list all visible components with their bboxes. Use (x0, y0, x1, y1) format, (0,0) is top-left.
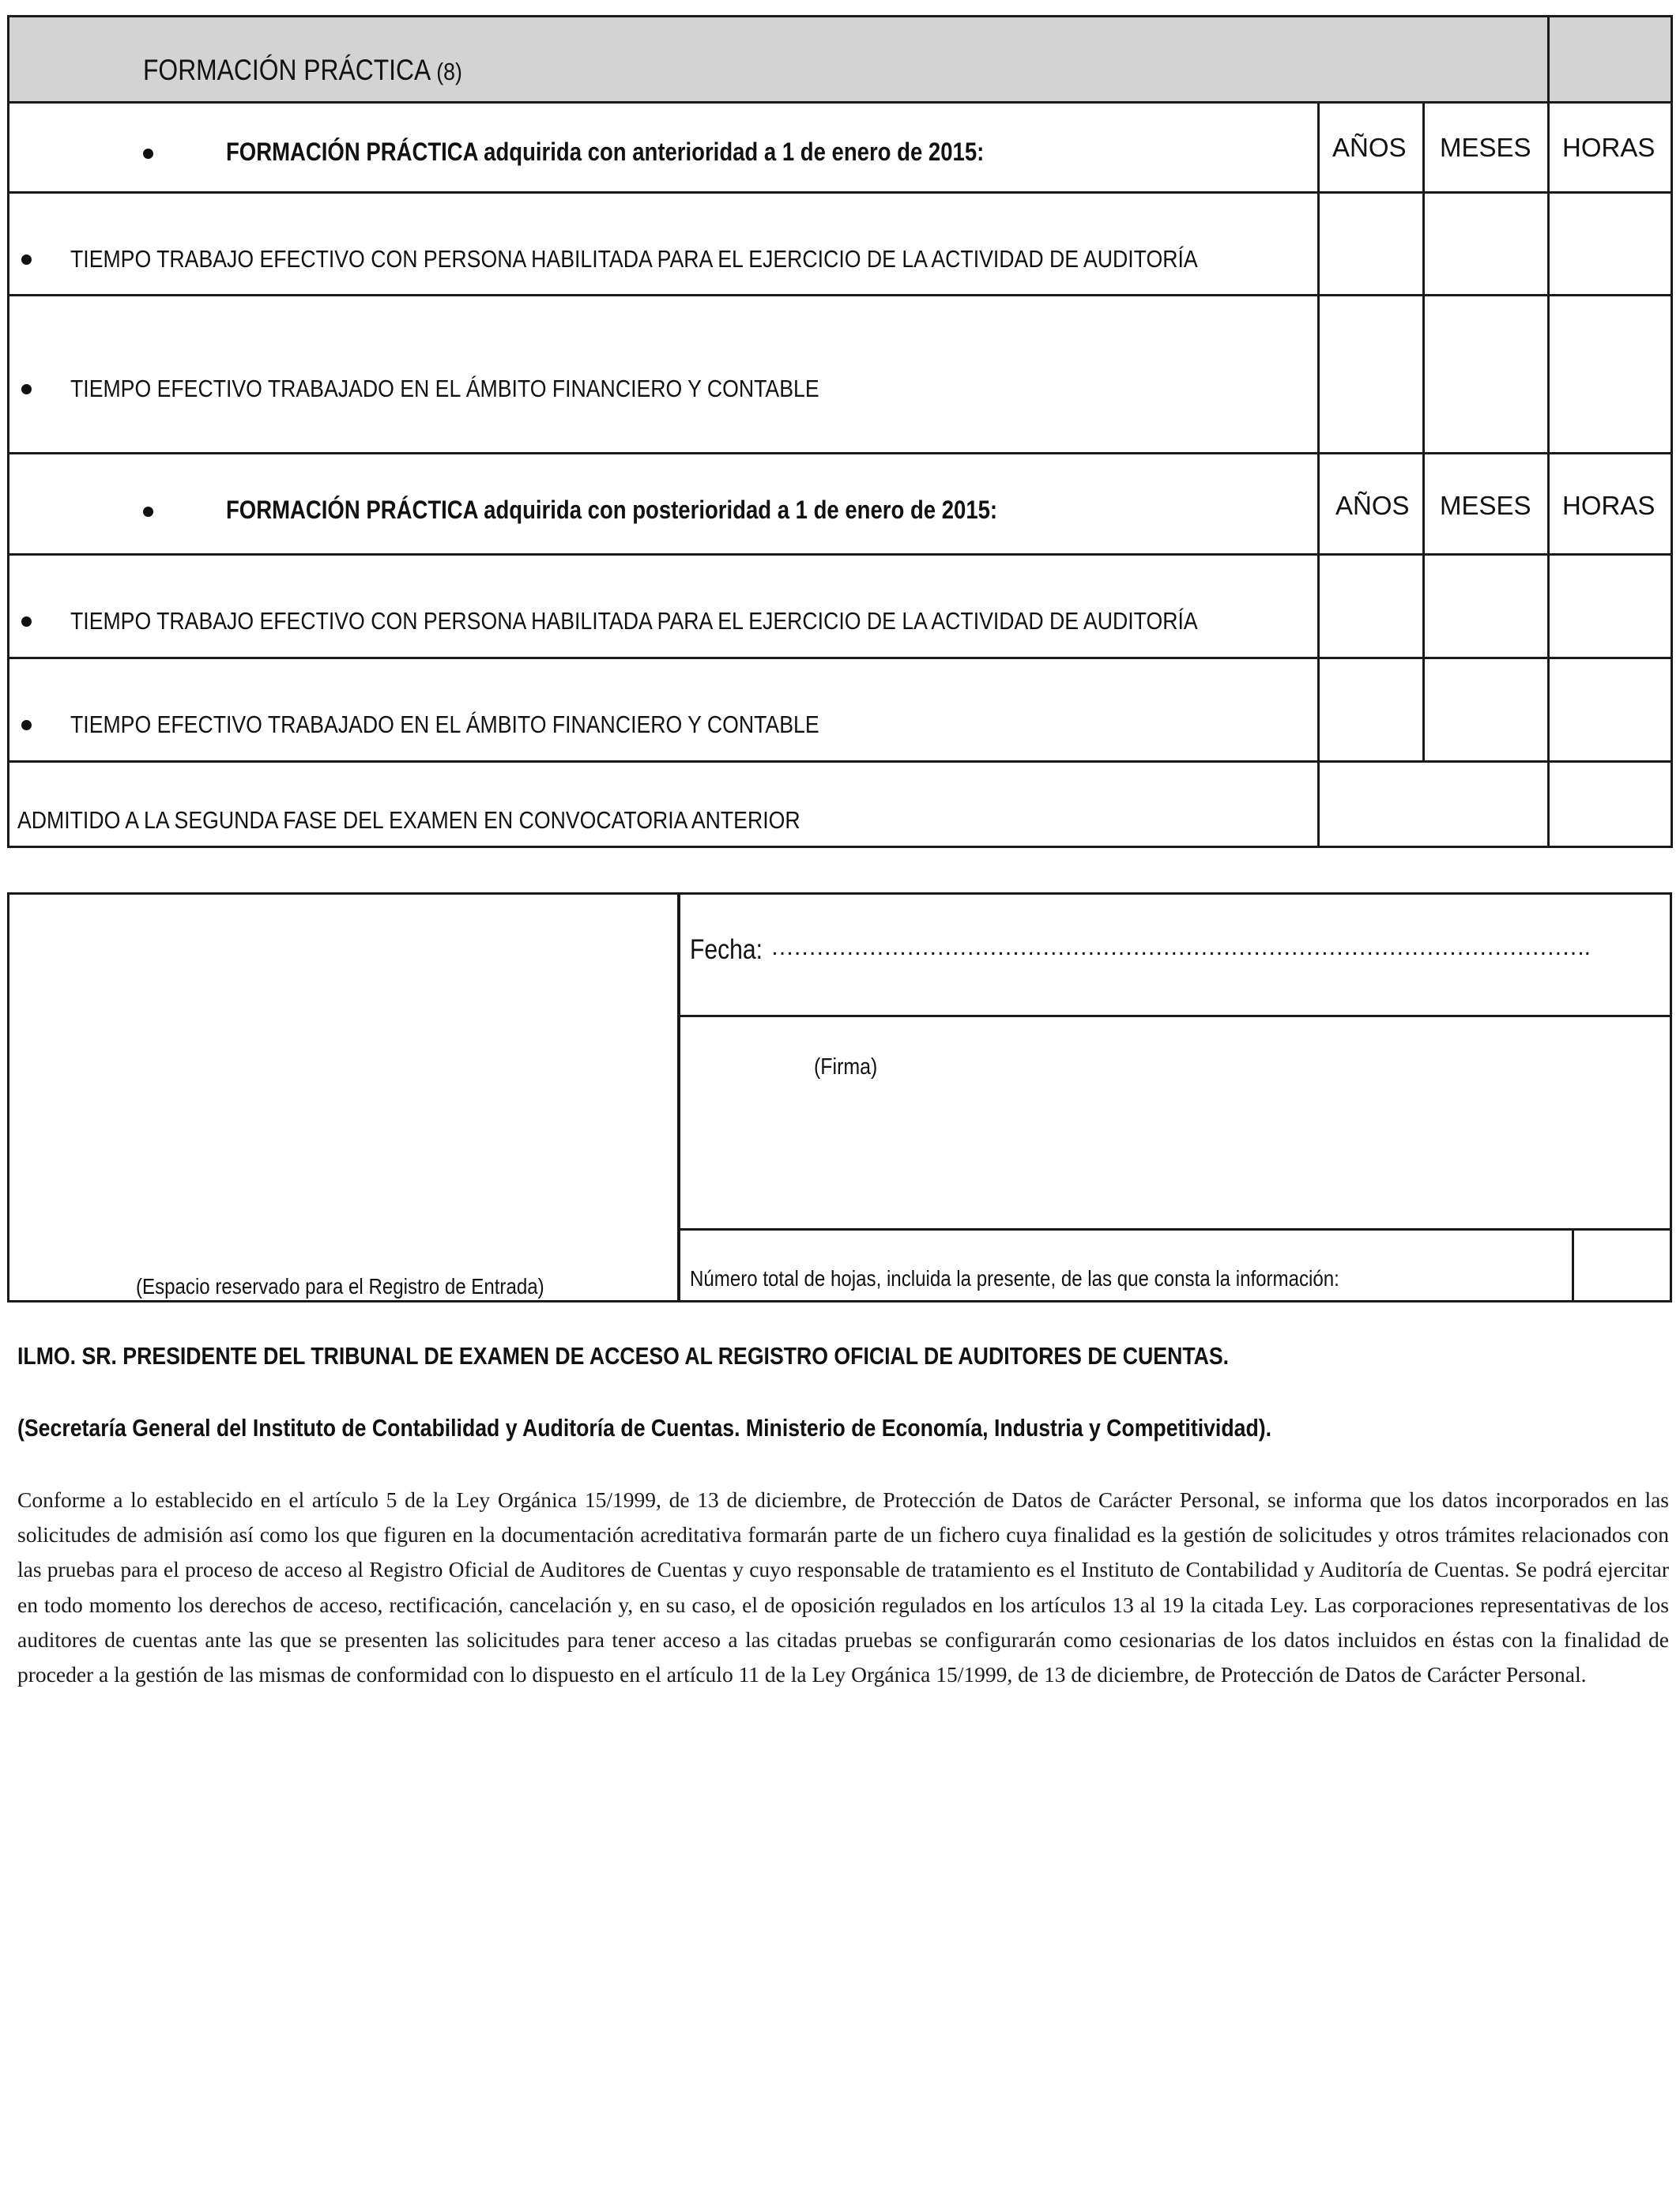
before-financial-hours-field[interactable] (1550, 296, 1671, 452)
signature-label: (Firma) (814, 1054, 878, 1080)
before-financial-months-field[interactable] (1425, 296, 1547, 452)
date-input-dots[interactable]: ………………………………………………………………………………………………. (770, 934, 1590, 960)
section-before-bold: FORMACIÓN PRÁCTICA (226, 138, 478, 166)
unit-years-label: AÑOS (1335, 491, 1410, 520)
unit-hours-label: HORAS (1562, 491, 1656, 520)
addressee-secretariat: (Secretaría General del Instituto de Contabilidad y Auditoría de Cuentas. Ministerio de Economía, Industria y Competitividad). (17, 1414, 1272, 1442)
section-after-rest: adquirida con posterioridad a 1 de enero de 2015: (484, 496, 998, 524)
bullet-icon (21, 616, 32, 627)
bullet-icon (21, 384, 32, 394)
unit-years-label: AÑOS (1332, 133, 1407, 162)
after-audit-years-field[interactable] (1320, 556, 1422, 657)
bullet-icon (21, 720, 32, 730)
row-after-audit-time: TIEMPO TRABAJO EFECTIVO CON PERSONA HABILITADA PARA EL EJERCICIO DE LA ACTIVIDAD DE AUDITORÍA (70, 607, 1198, 635)
before-audit-months-field[interactable] (1425, 194, 1547, 294)
after-financial-years-field[interactable] (1320, 659, 1422, 760)
unit-months-label: MESES (1440, 133, 1531, 162)
bullet-icon (143, 149, 153, 159)
total-sheets-label: Número total de hojas, incluida la presente, de las que consta la información: (690, 1266, 1339, 1291)
date-label: Fecha: (690, 934, 763, 965)
before-audit-years-field[interactable] (1320, 194, 1422, 294)
before-financial-years-field[interactable] (1320, 296, 1422, 452)
bullet-icon (143, 507, 153, 517)
data-protection-notice: Conforme a lo establecido en el artículo 5 de la Ley Orgánica 15/1999, de 13 de diciembre, de Protección de Datos de Carácter Personal, se informa que los datos incorporados en las solicitudes de admisión así como los que figuren en la documentación acreditativa formarán parte de un fichero cuya finalidad es la gestión de solicitudes y otros trámites relacionados con las pruebas para el proceso de acceso al Registro Oficial de Auditores de Cuentas y cuyo responsable de tratamiento es el Instituto de Contabilidad y Auditoría de Cuentas. Se podrá ejercitar en todo momento los derechos de acceso, rectificación, cancelación y, en su caso, el de oposición regulados en los artículos 13 al 19 la citada Ley. Las corporaciones representativas de los auditores de cuentas ante las que se presenten las solicitudes para tener acceso a las citadas pruebas se configurarán como cesionarias de los datos incluidos en éstas con la finalidad de proceder a la gestión de las mismas de conformidad con lo dispuesto en el artículo 11 de la Ley Orgánica 15/1999, de 13 de diciembre, de Protección de Datos de Carácter Personal. (17, 1487, 1669, 1687)
registry-entry-box (7, 892, 680, 1302)
after-financial-months-field[interactable] (1425, 659, 1547, 760)
before-audit-hours-field[interactable] (1550, 194, 1671, 294)
registry-entry-caption: (Espacio reservado para el Registro de Entrada) (136, 1274, 544, 1299)
after-audit-hours-field[interactable] (1550, 556, 1671, 657)
bullet-icon (21, 254, 32, 265)
section-before-heading (226, 139, 984, 164)
total-sheets-field[interactable] (1574, 1231, 1670, 1300)
table-title-text: FORMACIÓN PRÁCTICA (143, 54, 430, 86)
unit-months-label: MESES (1440, 491, 1531, 520)
row-after-financial-time: TIEMPO EFECTIVO TRABAJADO EN EL ÁMBITO FINANCIERO Y CONTABLE (70, 711, 819, 738)
row-before-audit-time: TIEMPO TRABAJO EFECTIVO CON PERSONA HABILITADA PARA EL EJERCICIO DE LA ACTIVIDAD DE AUDITORÍA (70, 245, 1198, 273)
admitted-extra-field[interactable] (1550, 763, 1671, 846)
admitted-field[interactable] (1320, 763, 1547, 846)
section-after-bold: FORMACIÓN PRÁCTICA (226, 496, 478, 524)
after-financial-hours-field[interactable] (1550, 659, 1671, 760)
signature-area[interactable] (680, 1017, 1670, 1228)
row-before-financial-time: TIEMPO EFECTIVO TRABAJADO EN EL ÁMBITO FINANCIERO Y CONTABLE (70, 375, 819, 402)
after-audit-months-field[interactable] (1425, 556, 1547, 657)
unit-hours-label: HORAS (1562, 133, 1656, 162)
row-admitted-second-phase: ADMITIDO A LA SEGUNDA FASE DEL EXAMEN EN CONVOCATORIA ANTERIOR (17, 806, 800, 834)
table-title (143, 55, 462, 85)
table-title-note: (8) (436, 58, 462, 85)
addressee-line: ILMO. SR. PRESIDENTE DEL TRIBUNAL DE EXAMEN DE ACCESO AL REGISTRO OFICIAL DE AUDITORES DE CUENTAS. (17, 1342, 1230, 1370)
section-after-heading (226, 497, 997, 522)
section-before-rest: adquirida con anterioridad a 1 de enero de 2015: (484, 138, 985, 166)
